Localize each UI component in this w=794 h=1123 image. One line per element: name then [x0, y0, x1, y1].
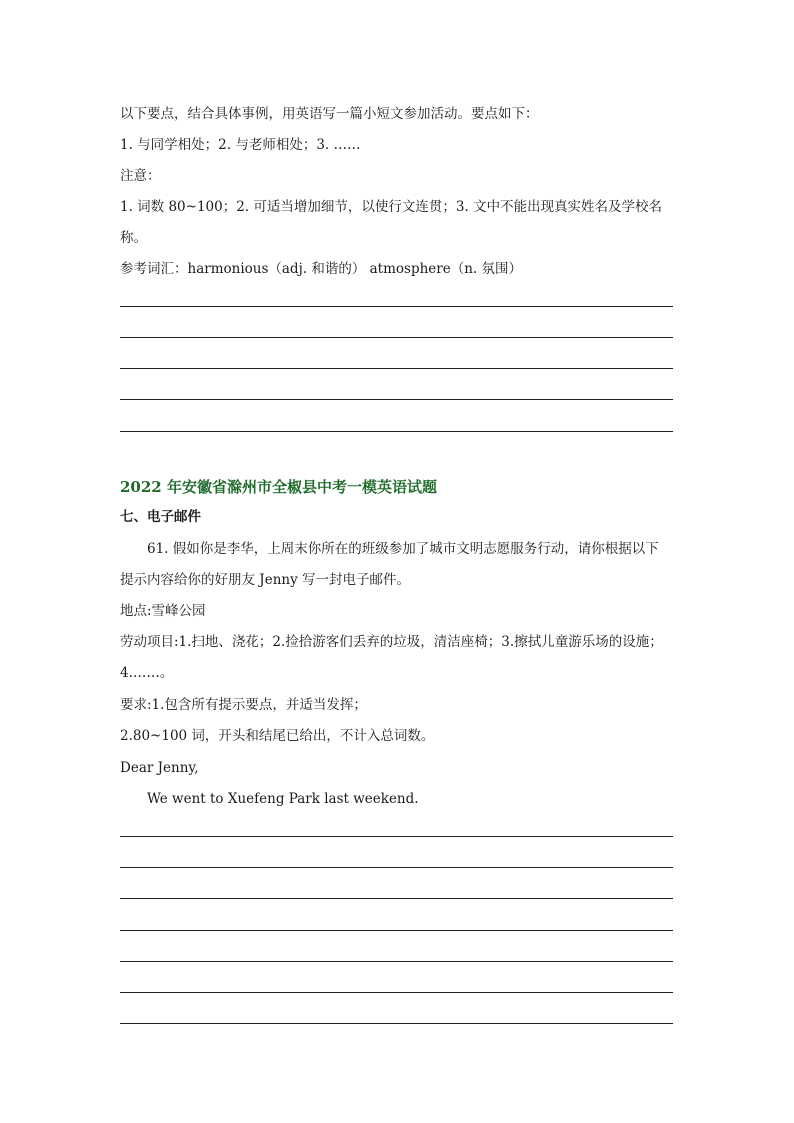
section-subtitle: 七、电子邮件	[120, 509, 201, 525]
writing-line[interactable]	[120, 399, 673, 400]
writing-line[interactable]	[120, 898, 673, 899]
requirements-line-2: 2.80~100 词，开头和结尾已给出，不计入总词数。	[120, 728, 435, 744]
letter-greeting: Dear Jenny,	[120, 760, 199, 776]
writing-line[interactable]	[120, 368, 673, 369]
note-line-continued: 称。	[120, 230, 147, 246]
writing-line[interactable]	[120, 836, 673, 837]
reference-vocab-line: 参考词汇：harmonious（adj. 和谐的） atmosphere（n. 氛围）	[120, 261, 523, 277]
instruction-line: 以下要点，结合具体事例，用英语写一篇小短文参加活动。要点如下：	[120, 106, 539, 122]
writing-line[interactable]	[120, 867, 673, 868]
writing-line[interactable]	[120, 1023, 673, 1024]
writing-line[interactable]	[120, 306, 673, 307]
writing-line[interactable]	[120, 930, 673, 931]
requirements-line: 要求:1.包含所有提示要点，并适当发挥；	[120, 697, 367, 713]
writing-line[interactable]	[120, 992, 673, 993]
question-prompt-line: 61. 假如你是李华，上周末你所在的班级参加了城市文明志愿服务行动，请你根据以下	[147, 541, 659, 557]
tasks-line-continued: 4.……。	[120, 665, 174, 681]
writing-line[interactable]	[120, 431, 673, 432]
tasks-line: 劳动项目:1.扫地、浇花；2.捡拾游客们丢弃的垃圾，清洁座椅；3.擦拭儿童游乐场的设施；	[120, 634, 663, 650]
location-line: 地点:雪峰公园	[120, 603, 206, 619]
question-prompt-line-continued: 提示内容给你的好朋友 Jenny 写一封电子邮件。	[120, 572, 410, 588]
note-line: 1. 词数 80~100；2. 可适当增加细节，以使行文连贯；3. 文中不能出现真实姓名及学校名	[120, 199, 663, 215]
writing-line[interactable]	[120, 961, 673, 962]
key-points-line: 1. 与同学相处；2. 与老师相处；3. ……	[120, 137, 361, 153]
writing-line[interactable]	[120, 337, 673, 338]
letter-opening-sentence: We went to Xuefeng Park last weekend.	[147, 791, 419, 807]
exam-title: 2022 年安徽省滁州市全椒县中考一模英语试题	[120, 478, 437, 496]
note-label: 注意：	[120, 168, 161, 184]
